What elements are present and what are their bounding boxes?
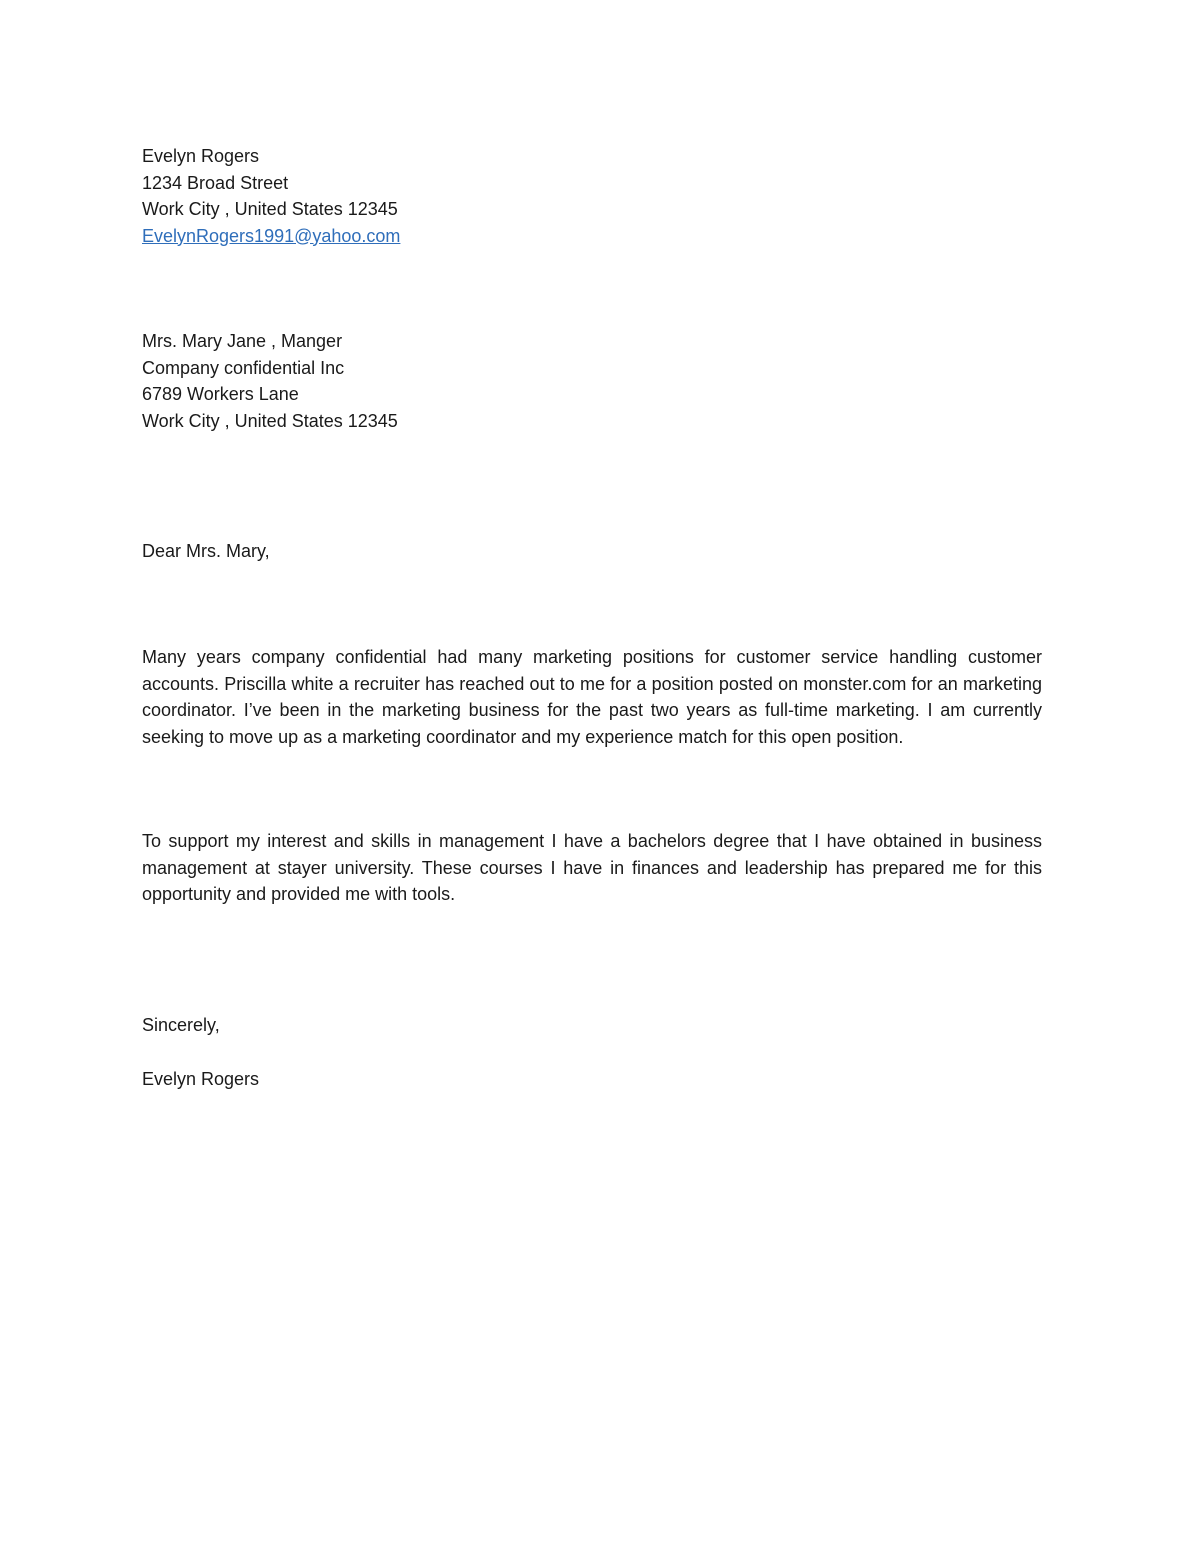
- salutation: Dear Mrs. Mary,: [142, 541, 270, 561]
- recipient-city-line: Work City , United States 12345: [142, 410, 398, 431]
- body-paragraph-2: To support my interest and skills in management I have a bachelors degree that I have obtained in business management at stayer university. These courses I have in finances and leadership has prepared me for this opportunity and provided me with tools.: [142, 831, 1042, 904]
- recipient-street: 6789 Workers Lane: [142, 384, 299, 404]
- recipient-name-title: Mrs. Mary Jane , Manger: [142, 331, 343, 351]
- sender-city-line: Work City , United States 12345: [142, 199, 398, 219]
- closing-block: [142, 1012, 220, 1039]
- recipient-company: Company confidential Inc: [142, 357, 345, 378]
- salutation-block: [142, 538, 270, 565]
- sender-email-link[interactable]: EvelynRogers1991@yahoo.com: [142, 225, 401, 246]
- closing: Sincerely,: [142, 1015, 220, 1035]
- sender-address-block: [142, 143, 400, 249]
- body-paragraph-1: Many years company confidential had many marketing positions for customer service handling customer accounts. Priscilla white a recruiter has reached out to me for a position posted on monster.com for an marketing coordinator. I’ve been in the marketing business for the past two years as full-time marketing. I am currently seeking to move up as a marketing coordinator and my experience match for this open position.: [142, 647, 1042, 747]
- recipient-address-block: [142, 328, 398, 434]
- signature-block: [142, 1066, 259, 1093]
- signature: Evelyn Rogers: [142, 1069, 260, 1089]
- sender-street: 1234 Broad Street: [142, 172, 289, 193]
- sender-name: Evelyn Rogers: [142, 146, 260, 166]
